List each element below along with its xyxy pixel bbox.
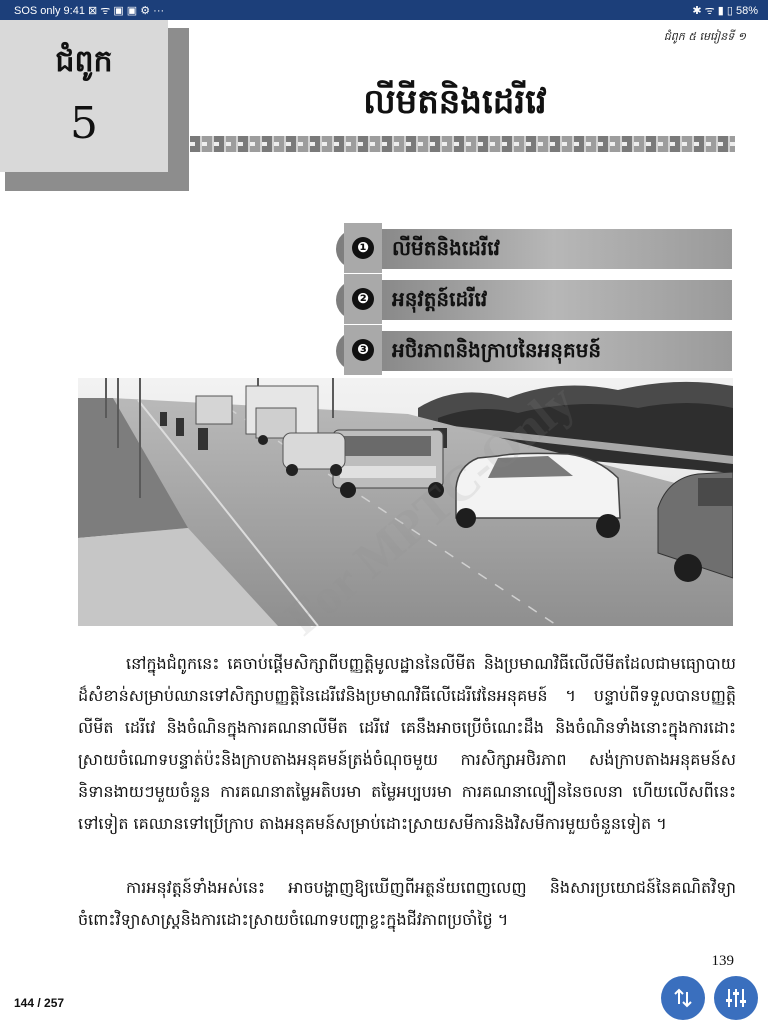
settings-button[interactable] <box>714 976 758 1020</box>
lesson-menu-item-2[interactable] <box>336 280 732 320</box>
chapter-number: 5 <box>70 98 98 149</box>
lesson-number-badge: ❸ <box>352 339 374 361</box>
sliders-icon <box>724 986 748 1010</box>
lesson-number-badge: ❶ <box>352 237 374 259</box>
highway-traffic-photo <box>78 378 733 626</box>
page-counter: 144 / 257 <box>14 996 65 1010</box>
paragraph-2: ការអនុវត្តន៍ទាំងអស់នេះ អាចបង្ហាញឱ្យឃើញពីអត្ថន័យពេញលេញ និងសារប្រយោជន៍នៃគណិតវិទ្យាចំពោះវិទ្យាសាស្ត្រនិងការដោះស្រាយចំណោទបញ្ហាខ្លះក្នុងជីវភាពប្រចាំថ្ងៃ ។ <box>78 878 736 929</box>
status-right: ✱ ᯤ ▮ ▯ 58% <box>692 5 758 17</box>
page-number: 139 <box>711 953 734 969</box>
intro-text <box>78 648 736 840</box>
chapter-label: ជំពូក <box>55 44 113 79</box>
lesson-menu-label: អនុវត្តន៍ដេរីវេ <box>392 287 488 311</box>
swap-vertical-icon <box>671 986 695 1010</box>
lesson-number-badge: ❷ <box>352 288 374 310</box>
lesson-menu-label: លីមីតនិងដេរីវេ <box>392 236 500 260</box>
status-left: SOS only 9:41 ⊠ ᯤ ▣ ▣ ⚙ ··· <box>14 5 165 17</box>
lesson-menu-label: អថិរភាពនិងក្រាបនៃអនុគមន៍ <box>392 338 602 362</box>
status-bar <box>0 0 768 20</box>
lesson-menu-item-1[interactable] <box>336 229 732 269</box>
page-navigation-button[interactable] <box>661 976 705 1020</box>
decorative-chain-divider <box>190 136 735 152</box>
chapter-title: លីមីតនិងដេរីវេ <box>363 82 547 122</box>
chapter-lesson-reference: ជំពូក ៥ មេរៀនទី ១ <box>663 30 746 43</box>
lesson-menu-item-3[interactable] <box>336 331 732 371</box>
paragraph-1: នៅក្នុងជំពូកនេះ គេចាប់ផ្តើមសិក្សាពីបញ្ញត្តិមូលដ្ឋាននៃលីមីត និងប្រមាណវិធីលើលីមីតដែលជាមធ្យោបាយដ៏សំខាន់សម្រាប់ឈានទៅសិក្សាបញ្ញត្តិនៃដេរីវេនិងប្រមាណវិធីលើដេរីវេនៃអនុគមន៍ ។ បន្ទាប់ពីទទួលបានបញ្ញត្តិលីមីត ដេរីវេ និងចំណិនក្នុងការគណនាលីមីត ដេរីវេ គេនឹងអាចប្រើចំណេះដឹង និងចំណិនទាំងនោះក្នុងការដោះស្រាយចំណោទបន្ទាត់ប៉ះនិងក្រាបតាងអនុគមន៍ត្រង់ចំណុចមួយ ការសិក្សាអថិរភាព សង់ក្រាបតាងអនុគមន៍សនិទានងាយៗមួយចំនួន ការគណនាតម្លៃអតិបរមា តម្លៃអប្បបរមា ការគណនាល្បឿននៃចលនា ហើយលើសពីនេះទៅទៀត គេឈានទៅប្រើក្រាប តាងអនុគមន៍សម្រាប់ដោះស្រាយសមីការនិងវិសមីការមួយចំនួនទៀត ។ <box>78 654 736 833</box>
intro-text-continued <box>78 872 736 936</box>
